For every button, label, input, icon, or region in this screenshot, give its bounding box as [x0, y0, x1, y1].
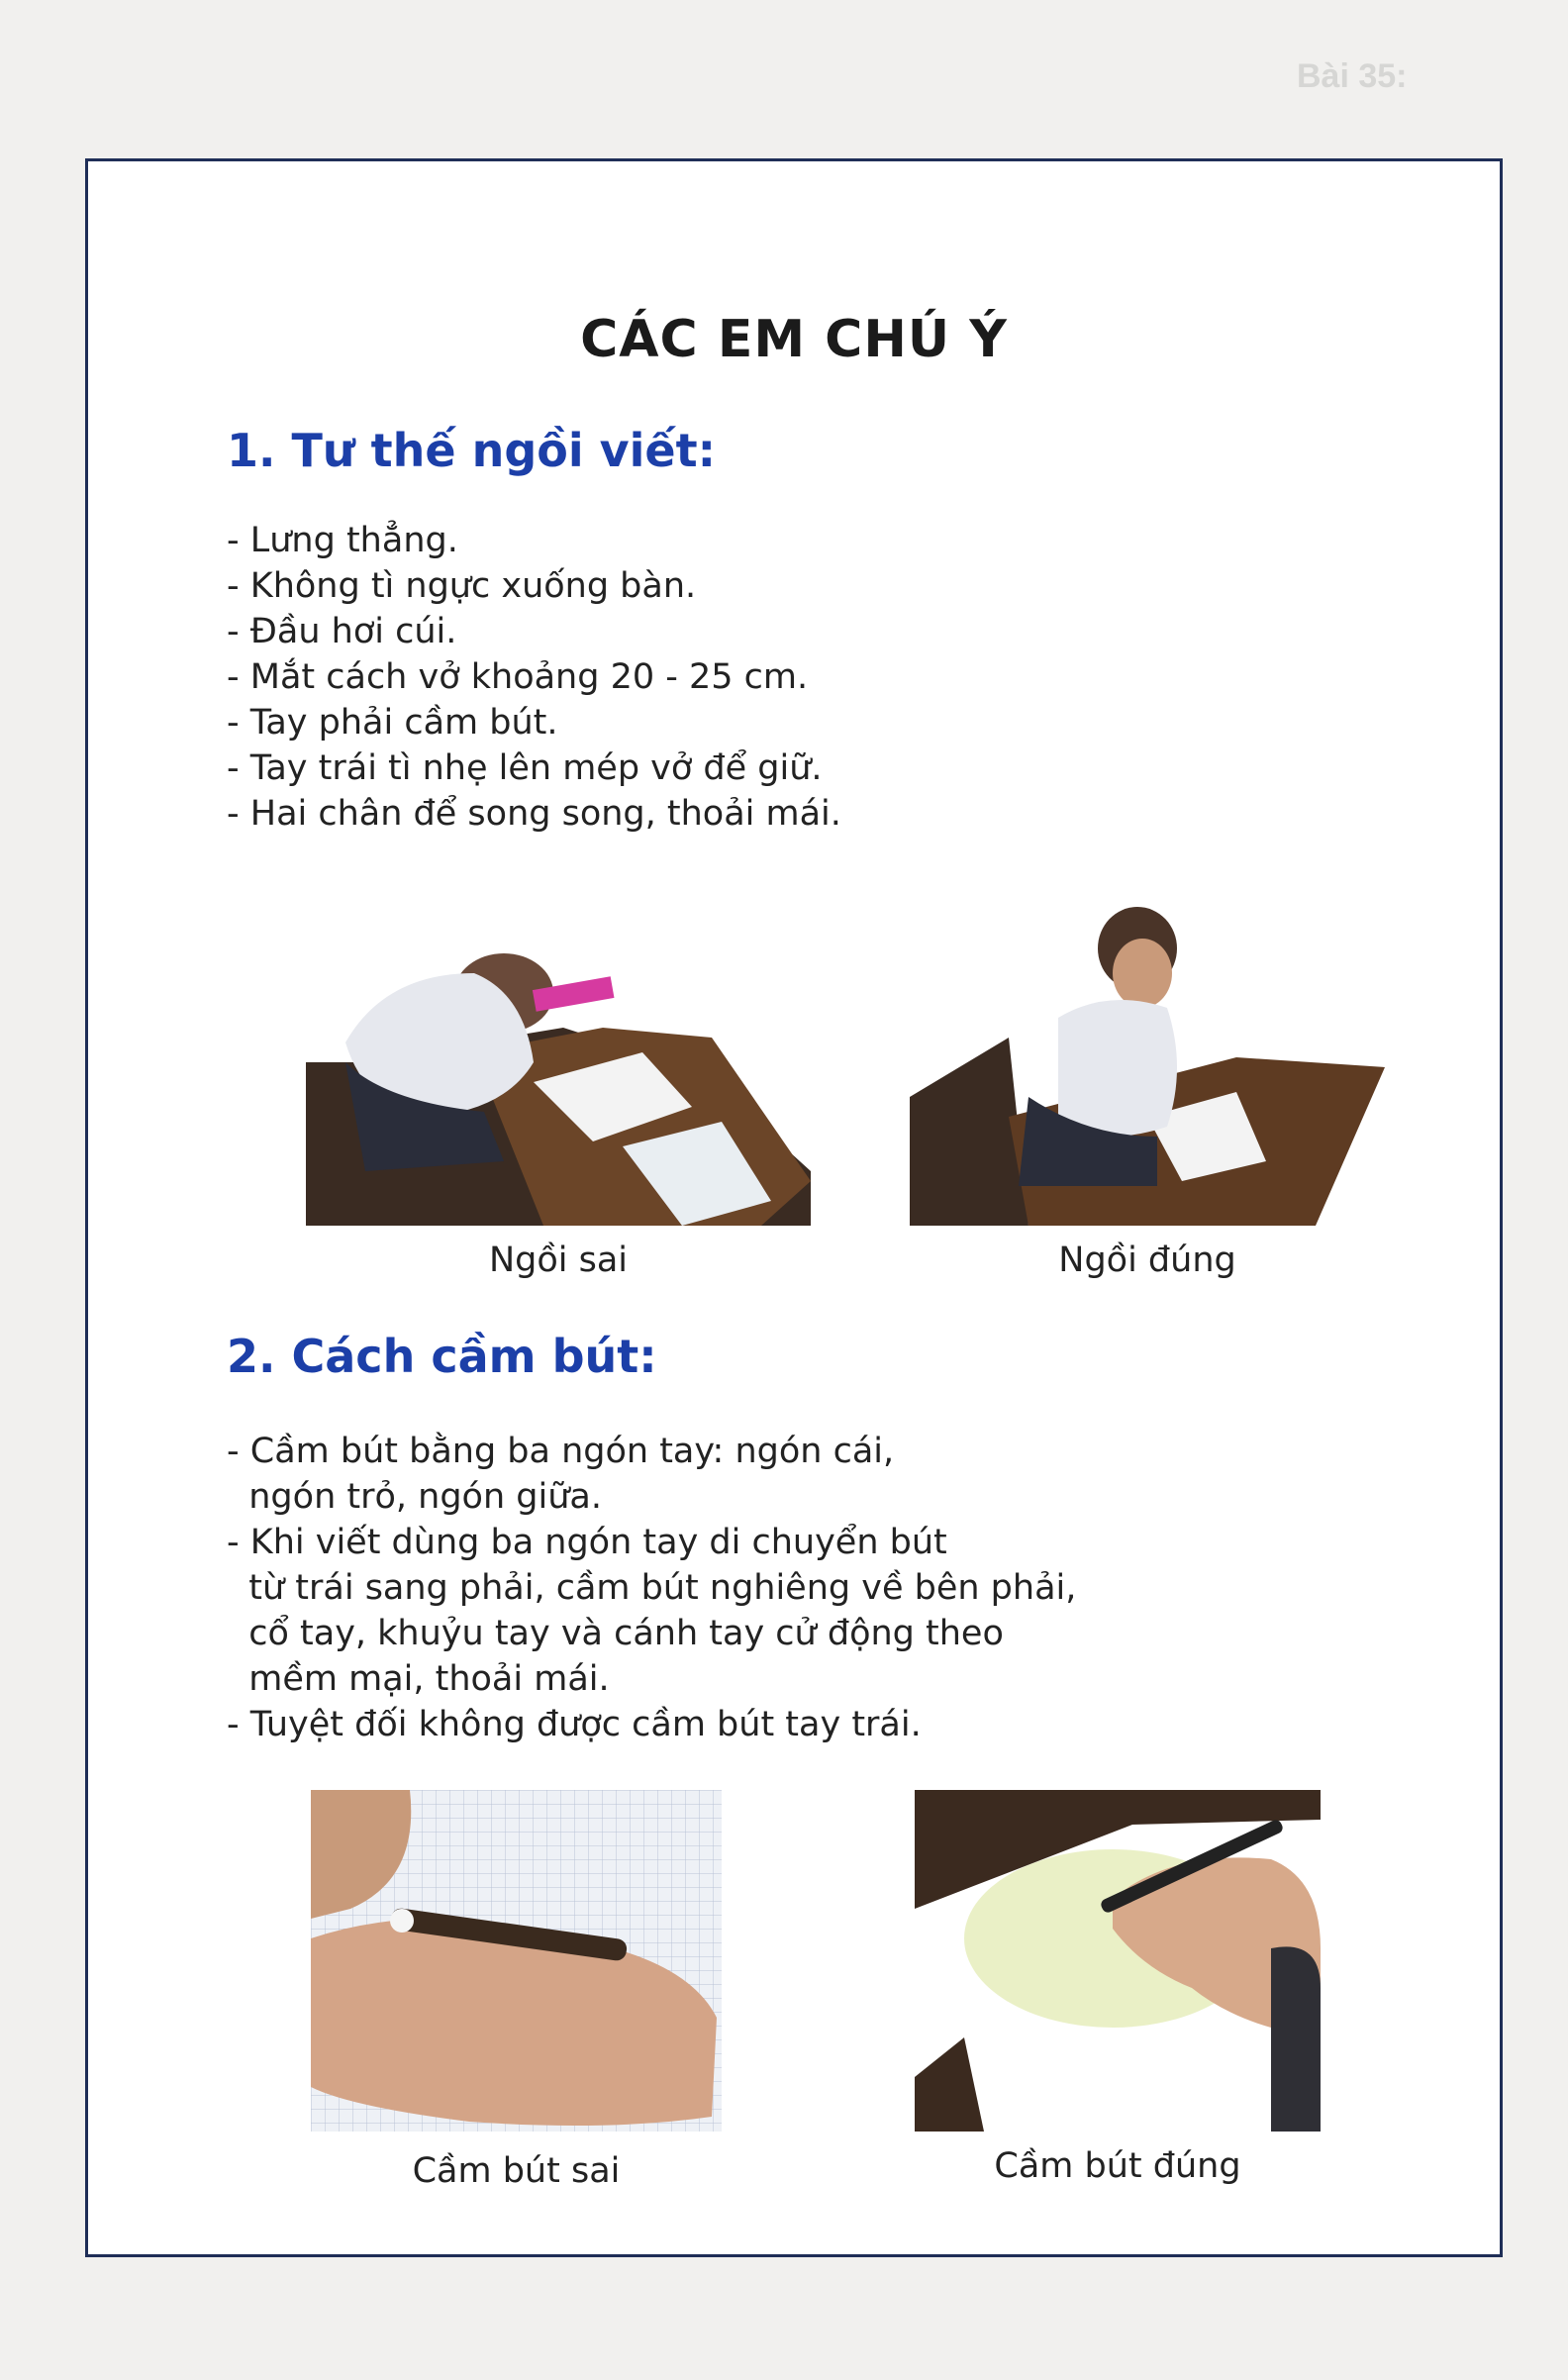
bleed-through-header: Bài 35: [1297, 57, 1408, 95]
section-heading-posture: 1. Tư thế ngồi viết: [227, 424, 716, 477]
list-item: - Đầu hơi cúi. [227, 612, 457, 651]
list-item: - Cầm bút bằng ba ngón tay: ngón cái, [227, 1432, 895, 1471]
list-item: - Hai chân để song song, thoải mái. [227, 794, 841, 834]
photo-pen-grip-right [915, 1790, 1321, 2132]
pen-grip-list [227, 1429, 1076, 1747]
section-heading-pen-grip: 2. Cách cầm bút: [227, 1330, 657, 1383]
list-item: ngón trỏ, ngón giữa. [227, 1477, 602, 1517]
posture-list [227, 518, 841, 837]
list-item: - Mắt cách vở khoảng 20 - 25 cm. [227, 657, 809, 697]
list-item: từ trái sang phải, cầm bút nghiêng về bên phải, [227, 1568, 1077, 1608]
photo-sitting-right [910, 899, 1385, 1226]
caption-pen-grip-wrong: Cầm bút sai [412, 2151, 621, 2191]
list-item: - Tuyệt đối không được cầm bút tay trái. [227, 1705, 922, 1744]
caption-pen-grip-right: Cầm bút đúng [994, 2146, 1241, 2186]
caption-sitting-right: Ngồi đúng [1058, 1240, 1236, 1280]
list-item: - Lưng thẳng. [227, 521, 458, 560]
photo-sitting-wrong [306, 934, 811, 1226]
list-item: - Không tì ngực xuống bàn. [227, 566, 697, 606]
photo-pen-grip-wrong [311, 1790, 722, 2132]
list-item: - Tay trái tì nhẹ lên mép vở để giữ. [227, 748, 823, 788]
caption-sitting-wrong: Ngồi sai [488, 1240, 629, 1280]
page-title: CÁC EM CHÚ Ý [580, 310, 1008, 369]
list-item: - Khi viết dùng ba ngón tay di chuyển bút [227, 1523, 947, 1562]
list-item: cổ tay, khuỷu tay và cánh tay cử động theo [227, 1614, 1004, 1653]
list-item: - Tay phải cầm bút. [227, 703, 558, 743]
list-item: mềm mại, thoải mái. [227, 1659, 610, 1699]
page-frame [85, 158, 1503, 2257]
